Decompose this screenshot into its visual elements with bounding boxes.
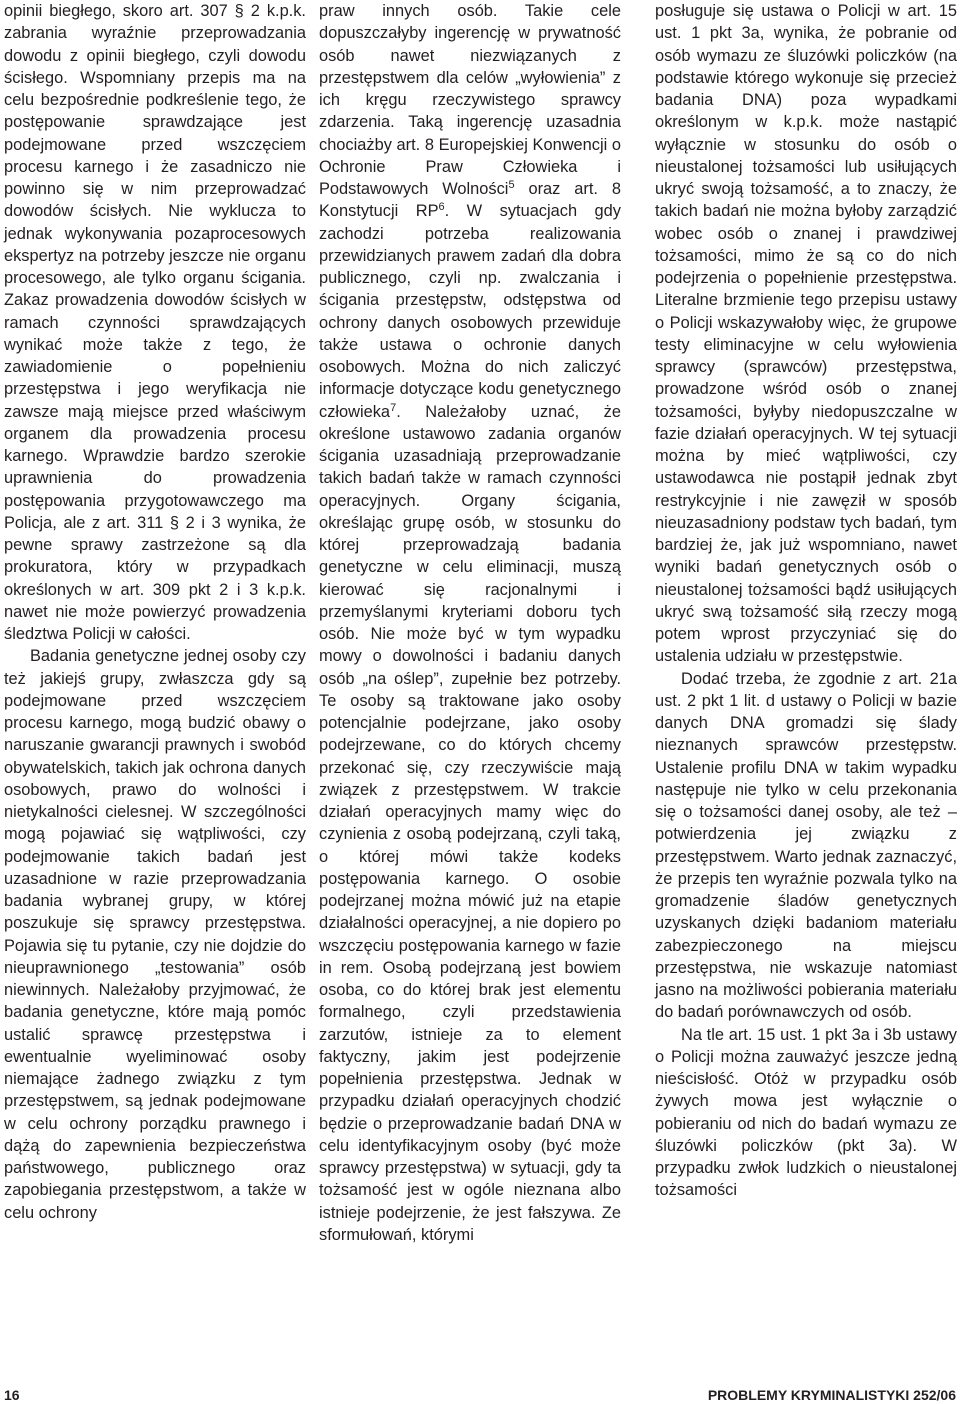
footnote-ref[interactable]: 7 xyxy=(390,401,397,414)
paragraph: opinii biegłego, skoro art. 307 § 2 k.p.k. zabrania wyraźnie przeprowadzania dowodu z opinii biegłego, czyli dowodu ścisłego. Wspomniany przepis ma na celu bezpośrednie podkreślenie tego, że postępowanie sprawdzające jest podejmowane przed wszczęciem procesu karnego i że zasadniczo nie powinno się w nim przeprowadzać dowodów ścisłych. Nie wyklucza to jednak wykonywania pozaprocesowych ekspertyz na potrzeby jeszcze nie organu procesowego, ale tylko organu ścigania. Zakaz prowadzenia dowodów ścisłych w ramach czynności sprawdzających wynikać może także z tego, że zawiadomienie o popełnieniu przestępstwa i jego weryfikacja nie zawsze mają miejsce przed właściwym organem dla prowadzenia procesu karnego. Wprawdzie bardzo szerokie uprawnienia do prowadzenia postępowania przygotowawczego ma Policja, ale z art. 311 § 2 i 3 wynika, że pewne sprawy zastrzeżone są dla prokuratora, który w przypadkach określonych w art. 309 pkt 2 i 3 k.p.k. nawet nie może powierzyć prowadzenia śledztwa Policji w całości. xyxy=(4,2,306,643)
paragraph: Badania genetyczne jednej osoby czy też jakiejś grupy, zwłaszcza gdy są podejmowane przed wszczęciem procesu karnego, mogą budzić obawy o naruszanie gwarancji prawnych i swobód obywatelskich, takich jak ochrona danych osobowych, prawo do wolności i nietykalności cielesnej. W szczególności mogą pojawiać się wątpliwości, czy podejmowanie takich badań jest uzasadnione w razie przeprowadzania badania wybranej grupy, w której poszukuje się sprawcy przestępstwa. Pojawia się tu pytanie, czy nie dojdzie do nieuprawnionego „testowania” osób niewinnych. Należałoby przyjmować, że badania genetyczne, które mają pomóc ustalić sprawcę przestępstwa i ewentualnie wyeliminować osoby niemające żadnego związku z tym przestępstwem, są jednak podejmowane w celu ochrony porządku prawnego i dążą do zapewnienia bezpieczeństwa państwowego, publicznego oraz zapobiegania przestępstwom, a także w celu ochrony xyxy=(4,647,306,1222)
text-column-2 xyxy=(319,0,621,1246)
paragraph-text: . W sytuacjach gdy zachodzi potrzeba realizowania przewidzianych prawem zadań dla dobra publicznego, czyli np. zwalczania i ścigania przestępstw, odstępstwa od ochrony danych osobowych przewiduje także ustawa o ochronie danych osobowych. Można do nich zaliczyć informacje dotyczące kodu genetycznego człowieka xyxy=(319,202,621,421)
paragraph-text: oraz art. 8 Konstytucji RP xyxy=(319,180,621,221)
footnote-ref[interactable]: 6 xyxy=(438,201,445,214)
footnote-ref[interactable]: 5 xyxy=(508,179,515,191)
paragraph xyxy=(319,0,621,1246)
paragraph-text: . Należałoby uznać, że określone ustawowo zadania organów ścigania uzasadniają przeprowadzanie takich badań także w ramach czynności operacyjnych. Organy ścigania, określając grupę osób, w stosunku do której przeprowadzają badania genetyczne w celu eliminacji, muszą kierować się racjonalnymi i przemyślanymi kryteriami doboru tych osób. Nie może być w tym wypadku mowy o dowolności i badaniu danych osób „na oślep”, zupełnie bez potrzeby. Te osoby są traktowane jako osoby potencjalnie podejrzane, jako osoby podejrzewane, co do których chcemy przekonać się, czy rzeczywiście mają związek z przestępstwem. W trakcie działań operacyjnych mamy więc do czynienia z osobą podejrzaną, czyli taką, o której mówi także kodeks postępowania karnego. O osobie podejrzanej można mówić już na etapie działalności operacyjnej, a nie dopiero po wszczęciu postępowania karnego w fazie in rem. Osobą podejrzaną jest bowiem osoba, co do której brak jest elementu formalnego, czyli przedstawienia zarzutów, istnieje za to element faktyczny, jakim jest podejrzenie popełnienia przestępstwa. Jednak w przypadku działań operacyjnych chodzić będzie o przeprowadzanie badań DNA w celu identyfikacyjnym osoby (być może sprawcy przestępstwa) w sytuacji, gdy ta tożsamość jest w ogóle nieznana albo istnieje podejrzenie, że jest fałszywa. Ze sformułowań, którymi xyxy=(319,402,621,1244)
text-column-1 xyxy=(4,0,306,1224)
page-number: 16 xyxy=(4,1387,20,1403)
paragraph: posługuje się ustawa o Policji w art. 15 ust. 1 pkt 3a, wynika, że pobranie od osób wymazu ze śluzówki policzków (na podstawie którego wykonuje się przecież badania DNA) poza wypadkami określonym w k.p.k. może nastąpić wyłącznie w stosunku do osób o nieustalonej tożsamości lub usiłujących ukryć swoją tożsamość, a to znaczy, że takich badań nie można byłoby zarządzić wobec osób o znanej i prawdziwej tożsamości, mimo że są co do nich podejrzenia o popełnienie przestępstwa. Literalne brzmienie tego przepisu ustawy o Policji wskazywałoby więc, że grupowe testy eliminacyjne w celu wyłowienia sprawcy (sprawców) przestępstwa, prowadzone wśród osób o znanej tożsamości, byłyby niedopuszczalne w fazie działań operacyjnych. W tej sytuacji można by mieć wątpliwości, czy ustawodawca nie postąpił jednak zbyt restrykcyjnie i nie zawęził w sposób nieuzasadniony podstaw tych badań, tym bardziej że, jak już wspomniano, nawet wyniki badań genetycznych osób o nieustalonej tożsamości bądź usiłujących ukryć swą tożsamość siłą rzeczy mogą potem wprost przyczyniać się do ustalenia udziału w przestępstwie. xyxy=(655,2,957,666)
paragraph: Dodać trzeba, że zgodnie z art. 21a ust. 2 pkt 1 lit. d ustawy o Policji w bazie danych DNA gromadzi się ślady nieznanych sprawców przestępstw. Ustalenie profilu DNA w takim wypadku następuje nie tylko w celu przekonania się o tożsamości danej osoby, ale też – potwierdzenia jej związku z przestępstwem. Warto jednak zaznaczyć, że przepis ten wyraźnie pozwala tylko na gromadzenie śladów genetycznych uzyskanych dzięki badaniom materiału zabezpieczonego na miejscu przestępstwa, nie wskazuje natomiast jasno na możliwości pobierania materiału do badań porównawczych od osób. xyxy=(655,669,957,1022)
paragraph-text: praw innych osób. Takie cele dopuszczałyby ingerencję w prywatność osób nawet niezwiązanych z przestępstwem dla celów „wyłowienia” z ich kręgu rzeczywistego sprawcy zdarzenia. Taką ingerencję uzasadnia chociażby art. 8 Europejskiej Konwencji o Ochronie Praw Człowieka i Podstawowych Wolności xyxy=(319,2,621,198)
text-column-3 xyxy=(655,0,957,1202)
journal-footer: PROBLEMY KRYMINALISTYKI 252/06 xyxy=(707,1387,956,1403)
paragraph: Na tle art. 15 ust. 1 pkt 3a i 3b ustawy o Policji można zauważyć jeszcze jedną nieścisłość. Otóż w przypadku osób żywych mowa jest wyłącznie o pobieraniu od nich do badań wymazu ze śluzówki policzków (pkt 3a). W przypadku zwłok ludzkich o nieustalonej tożsamości xyxy=(655,1025,957,1200)
